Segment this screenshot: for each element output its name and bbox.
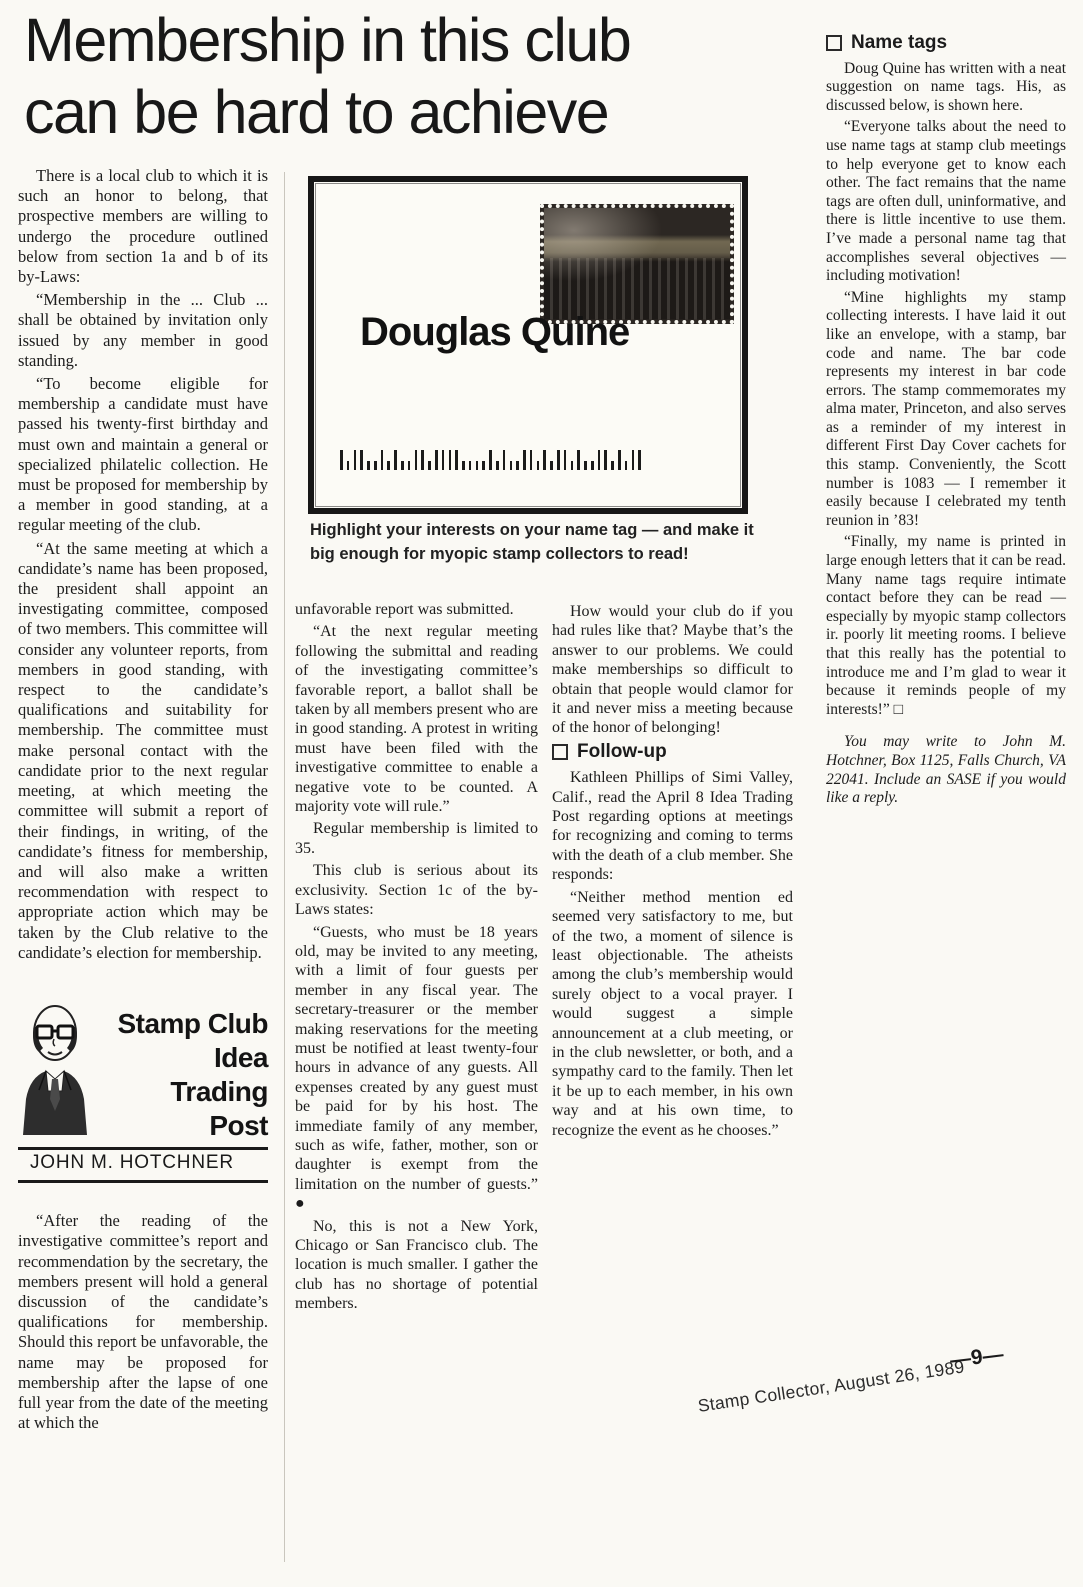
column-2 — [295, 600, 538, 1317]
article-headline — [24, 4, 630, 148]
paragraph: “To become eligible for membership a candidate must have passed his twenty-first birthday and must own and maintain a general or specialized philatelic collection. He must be proposed for membership by a member in good standing, at a regular meeting of the club. — [18, 374, 268, 535]
barcode-bar — [367, 461, 370, 470]
nametags-section-header — [826, 34, 1066, 53]
column-1-paragraphs — [18, 166, 268, 963]
barcode-bar — [516, 461, 519, 470]
barcode-bar — [428, 461, 431, 470]
barcode-bar — [584, 461, 587, 470]
paragraph: “Finally, my name is printed in large enough letters that it can be read. Many name tags require intimate contact before they can be read — especially by myopic stamp collectors ir. poorly lit meeting rooms. I believe that this really has the potential to introduce me and I’m glad to wear it because it reminds people of my interests!” □ — [826, 533, 1066, 718]
paragraph: Doug Quine has written with a neat suggestion on name tags. His, as discussed below, is shown here. — [826, 59, 1066, 114]
publication-line: Stamp Collector, August 26, 1989 — [696, 1356, 966, 1416]
barcode-bar — [557, 450, 560, 470]
barcode-bar — [496, 461, 499, 470]
paragraph: “Membership in the ... Club ... shall be obtained by invitation only issued by any member in good standing. — [18, 290, 268, 370]
paragraph: “After the reading of the investigative committee’s report and recommendation by the secretary, the members present will hold a general discussion of the candidate’s qualifications for membership. Should this report be unfavorable, the name may be proposed for membership after the lapse of one full year from the date of the meeting at which the — [18, 1211, 268, 1433]
followup-section-header — [552, 742, 793, 761]
paragraph: Post — [209, 1109, 268, 1141]
paragraph: How would your club do if you had rules like that? Maybe that’s the answer to our problems. We could make memberships so difficult to obtain that people would clamor for it and never miss a meeting because of the honor of belonging! — [552, 603, 793, 737]
barcode-bar — [401, 461, 404, 470]
headline-line-1: Membership in this club — [24, 6, 631, 74]
checkbox-square-icon — [552, 744, 568, 760]
column-4-paragraphs — [826, 60, 1066, 720]
barcode-bar — [374, 461, 377, 470]
barcode-bar — [604, 450, 607, 470]
paragraph: “Neither method mention ed seemed very satisfactory to me, but of the two, a moment of silence is least objectionable. The atheists among the club’s membership would surely object to a vocal prayer. I would suggest a simple announcement at a club meeting, or in the club newsletter, or both, and a sympathy card to the family. Then let it be up to each member, in his own way and at his own time, to recognize the event as he chooses.” — [552, 888, 793, 1139]
barcode-bar — [415, 450, 418, 470]
figure-caption: Highlight your interests on your name tag — and make it big enough for myopic stamp collectors to read! — [310, 521, 754, 563]
paragraph: This club is serious about its exclusivity. Section 1c of the by-Laws states: — [295, 862, 538, 919]
barcode-bar — [598, 450, 601, 470]
barcode-bar — [537, 461, 540, 470]
barcode-bar — [550, 461, 553, 470]
barcode-bar — [347, 461, 350, 470]
logo-rule-bottom — [18, 1180, 268, 1183]
hotchner-portrait-illustration — [18, 993, 94, 1135]
barcode-bar — [489, 450, 492, 470]
barcode-bar — [571, 461, 574, 470]
barcode-bar — [435, 450, 438, 470]
barcode-bar — [638, 450, 641, 470]
barcode-bar — [476, 461, 479, 470]
nametag-name: Douglas Quine — [360, 310, 630, 354]
barcode-bar — [618, 450, 621, 470]
column-divider — [284, 172, 285, 1562]
barcode-bar — [611, 461, 614, 470]
barcode-bar — [387, 461, 390, 470]
barcode-bar — [530, 450, 533, 470]
column-4 — [826, 30, 1066, 811]
paragraph: “Mine highlights my stamp collecting interests. I have laid it out like an envelope, with a stamp, bar code and name. The bar code represents my interest in bar code errors. The stamp commemorates my alma mater, Princeton, and also serves as a reminder of my interest in different First Day Cover cachets for this stamp. Conveniently, the Scott number is 1083 — I remember it easily because I celebrated my tenth reunion in ’83! — [826, 288, 1066, 529]
barcode-bar — [354, 450, 357, 470]
paragraph: Regular membership is limited to 35. — [295, 820, 538, 857]
paragraph: There is a local club to which it is such an honor to belong, that prospective members are willing to undergo the procedure outlined below from section 1a and b of its by-Laws: — [18, 166, 268, 287]
column-3 — [552, 602, 793, 1143]
barcode-bar — [632, 450, 635, 470]
column-2-paragraphs — [295, 622, 538, 1313]
nametags-header-label: Name tags — [851, 32, 948, 53]
page-number: —9— — [948, 1342, 1005, 1373]
barcode-bar — [591, 461, 594, 470]
logo-title — [94, 993, 268, 1143]
barcode-bar — [523, 450, 526, 470]
paragraph: “At the next regular meeting following the submittal and reading of the investigating committee’s favorable report, a ballot shall be taken by all members present who are in good standing. A protest in writing must have been filed with the investigative committee to enable a negative vote to be counted. A majority vote will rule.” — [295, 623, 538, 816]
barcode-bar — [503, 450, 506, 470]
postnet-barcode — [340, 448, 641, 470]
barcode-bar — [421, 450, 424, 470]
paragraph: “Guests, who must be 18 years old, may be invited to any meeting, with a limit of four guests per member in any fiscal year. The secretary-treasurer or the member making reservations for the meeting must be notified at least twenty-four hours in advance of any guests. All expenses created by any guest must be paid for by his host. The immediate family of any member, such as wife, father, mother, son or daughter is exempt from the limitation on the number of guests.” ● — [295, 923, 538, 1213]
barcode-bar — [360, 450, 363, 470]
paragraph: Trading — [170, 1075, 268, 1107]
followup-header-label: Follow-up — [577, 740, 667, 762]
barcode-bar — [340, 450, 343, 470]
column-1 — [18, 166, 268, 1436]
editor-note — [826, 733, 1066, 807]
paragraph: Kathleen Phillips of Simi Valley, Calif., read the April 8 Idea Trading Post regarding options at meetings for recognizing and coming to terms with the death of a club member. She responds: — [552, 769, 793, 884]
paragraph: Stamp Club — [117, 1007, 268, 1039]
barcode-bar — [455, 450, 458, 470]
barcode-bar — [564, 450, 567, 470]
barcode-bar — [381, 450, 384, 470]
barcode-bar — [408, 461, 411, 470]
paragraph: No, this is not a New York, Chicago or San Francisco club. The location is much smaller. I gather the club has no shortage of potential members. — [295, 1217, 538, 1313]
barcode-bar — [625, 461, 628, 470]
nametag-figure — [308, 176, 748, 514]
paragraph: “Everyone talks about the need to use name tags at stamp club meetings to help everyone get to know each other. The fact remains that the name tags are often dull, uninformative, and there is little incentive to use them. I’ve made a personal name tag that accomplishes several objectives — including motivation! — [826, 118, 1066, 285]
paragraph: Idea — [213, 1041, 268, 1073]
princeton-stamp-image — [540, 204, 734, 324]
barcode-bar — [543, 450, 546, 470]
paragraph: “At the same meeting at which a candidate’s name has been proposed, the president shall appoint an investigating committee, composed of two members. This committee will consider any volunteer reports, from members in good standing, with respect to the candidate’s qualifications and suitability for membership. The committee must make personal contact with the candidate prior to the next regular meeting, at which meeting the committee will submit a report of their findings, in writing, of the candidate’s fitness for membership, and will also make a written recommendation with respect to appropriate action which may be taken by the Club relative to the candidate’s election for membership. — [18, 538, 268, 962]
barcode-bar — [394, 450, 397, 470]
headline-line-2: can be hard to achieve — [24, 78, 609, 146]
barcode-bar — [442, 450, 445, 470]
barcode-bar — [577, 450, 580, 470]
barcode-bar — [510, 461, 513, 470]
barcode-bar — [482, 461, 485, 470]
logo-byline: JOHN M. HOTCHNER — [30, 1151, 234, 1173]
column-3-paragraphs — [552, 768, 793, 1140]
barcode-bar — [469, 461, 472, 470]
barcode-bar — [449, 450, 452, 470]
checkbox-square-icon — [826, 35, 842, 51]
barcode-bar — [462, 461, 465, 470]
paragraph: unfavorable report was submitted. — [295, 601, 514, 618]
idea-trading-post-logo — [18, 993, 268, 1183]
paragraph: You may write to John M. Hotchner, Box 1125, Falls Church, VA 22041. Include an SASE if you would like a reply. — [826, 733, 1066, 807]
